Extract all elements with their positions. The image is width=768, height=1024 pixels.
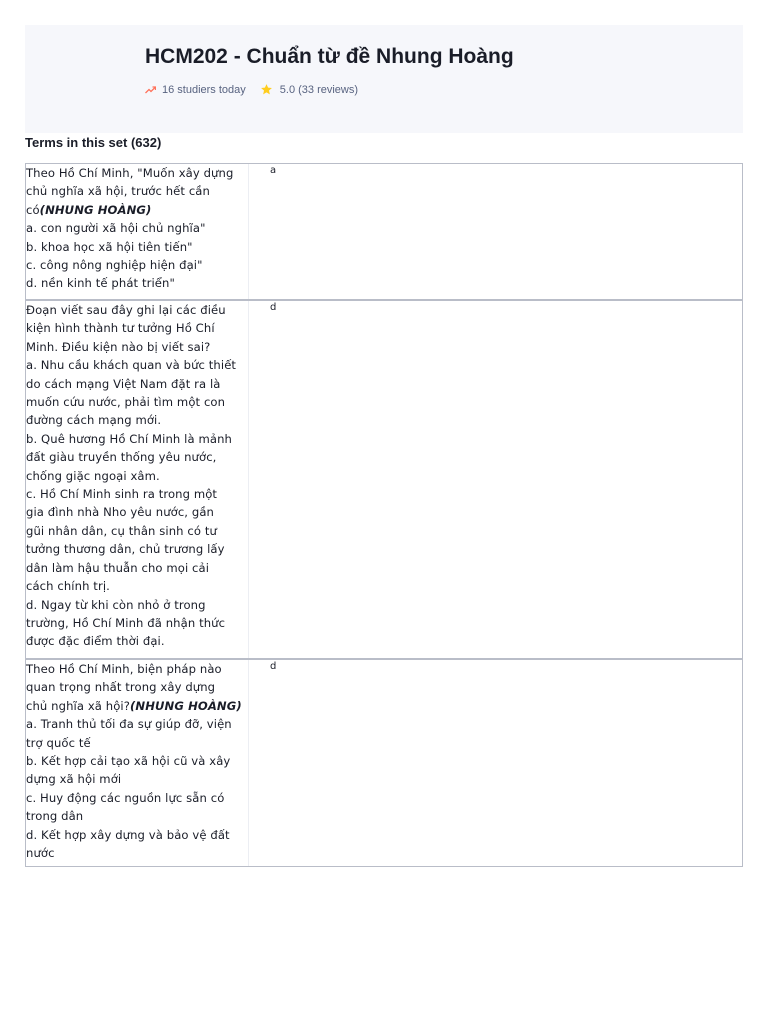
terms-table	[25, 163, 743, 867]
rating-text[interactable]: 5.0 (33 reviews)	[279, 83, 359, 96]
term-text: Theo Hồ Chí Minh, "Muốn xây dựng chủ nghĩa xã hội, trước hết cần có(NHUNG HOÀNG) a. con người xã hội chủ nghĩa" b. khoa học xã hội tiên tiến" c. công nông nghiệp hiện đại" d. nền kinh tế phát triển"	[26, 164, 249, 299]
trending-up-icon	[145, 86, 156, 94]
author-tag: (NHUNG HOÀNG)	[39, 202, 152, 217]
page-title: HCM202 - Chuẩn từ đề Nhung Hoàng	[145, 45, 514, 68]
set-header	[25, 25, 743, 133]
definition-text: a	[270, 165, 277, 176]
set-stats	[145, 83, 358, 96]
term-text: Đoạn viết sau đây ghi lại các điều kiện hình thành tư tưởng Hồ Chí Minh. Điều kiện nào bị viết sai? a. Nhu cầu khách quan và bức thiết do cách mạng Việt Nam đặt ra là muốn cứu nước, phải tìm một con đường cách mạng mới. b. Quê hương Hồ Chí Minh là mảnh đất giàu truyền thống yêu nước, chống giặc ngoại xâm. c. Hồ Chí Minh sinh ra trong một gia đình nhà Nho yêu nước, gần gũi nhân dân, cụ thân sinh có tư tưởng thương dân, chủ trương lấy dân làm hậu thuẫn cho mọi cải cách chính trị. d. Ngay từ khi còn nhỏ ở trong trường, Hồ Chí Minh đã nhận thức được đặc điểm thời đại.	[26, 301, 249, 658]
author-tag: (NHUNG HOÀNG)	[130, 698, 242, 713]
term-text: Theo Hồ Chí Minh, biện pháp nào quan trọng nhất trong xây dựng chủ nghĩa xã hội?(NHUNG HOÀNG) a. Tranh thủ tối đa sự giúp đỡ, viện trợ quốc tế b. Kết hợp cải tạo xã hội cũ và xây dựng xã hội mới c. Huy động các nguồn lực sẵn có trong dân d. Kết hợp xây dựng và bảo vệ đất nước	[26, 660, 249, 866]
terms-heading: Terms in this set (632)	[25, 135, 162, 150]
term-row	[26, 658, 742, 866]
term-row	[26, 164, 742, 299]
star-icon	[260, 83, 273, 96]
term-row	[26, 299, 742, 658]
definition-text: d	[270, 302, 277, 313]
definition-text: d	[270, 661, 277, 672]
studiers-count: 16 studiers today	[162, 83, 246, 96]
